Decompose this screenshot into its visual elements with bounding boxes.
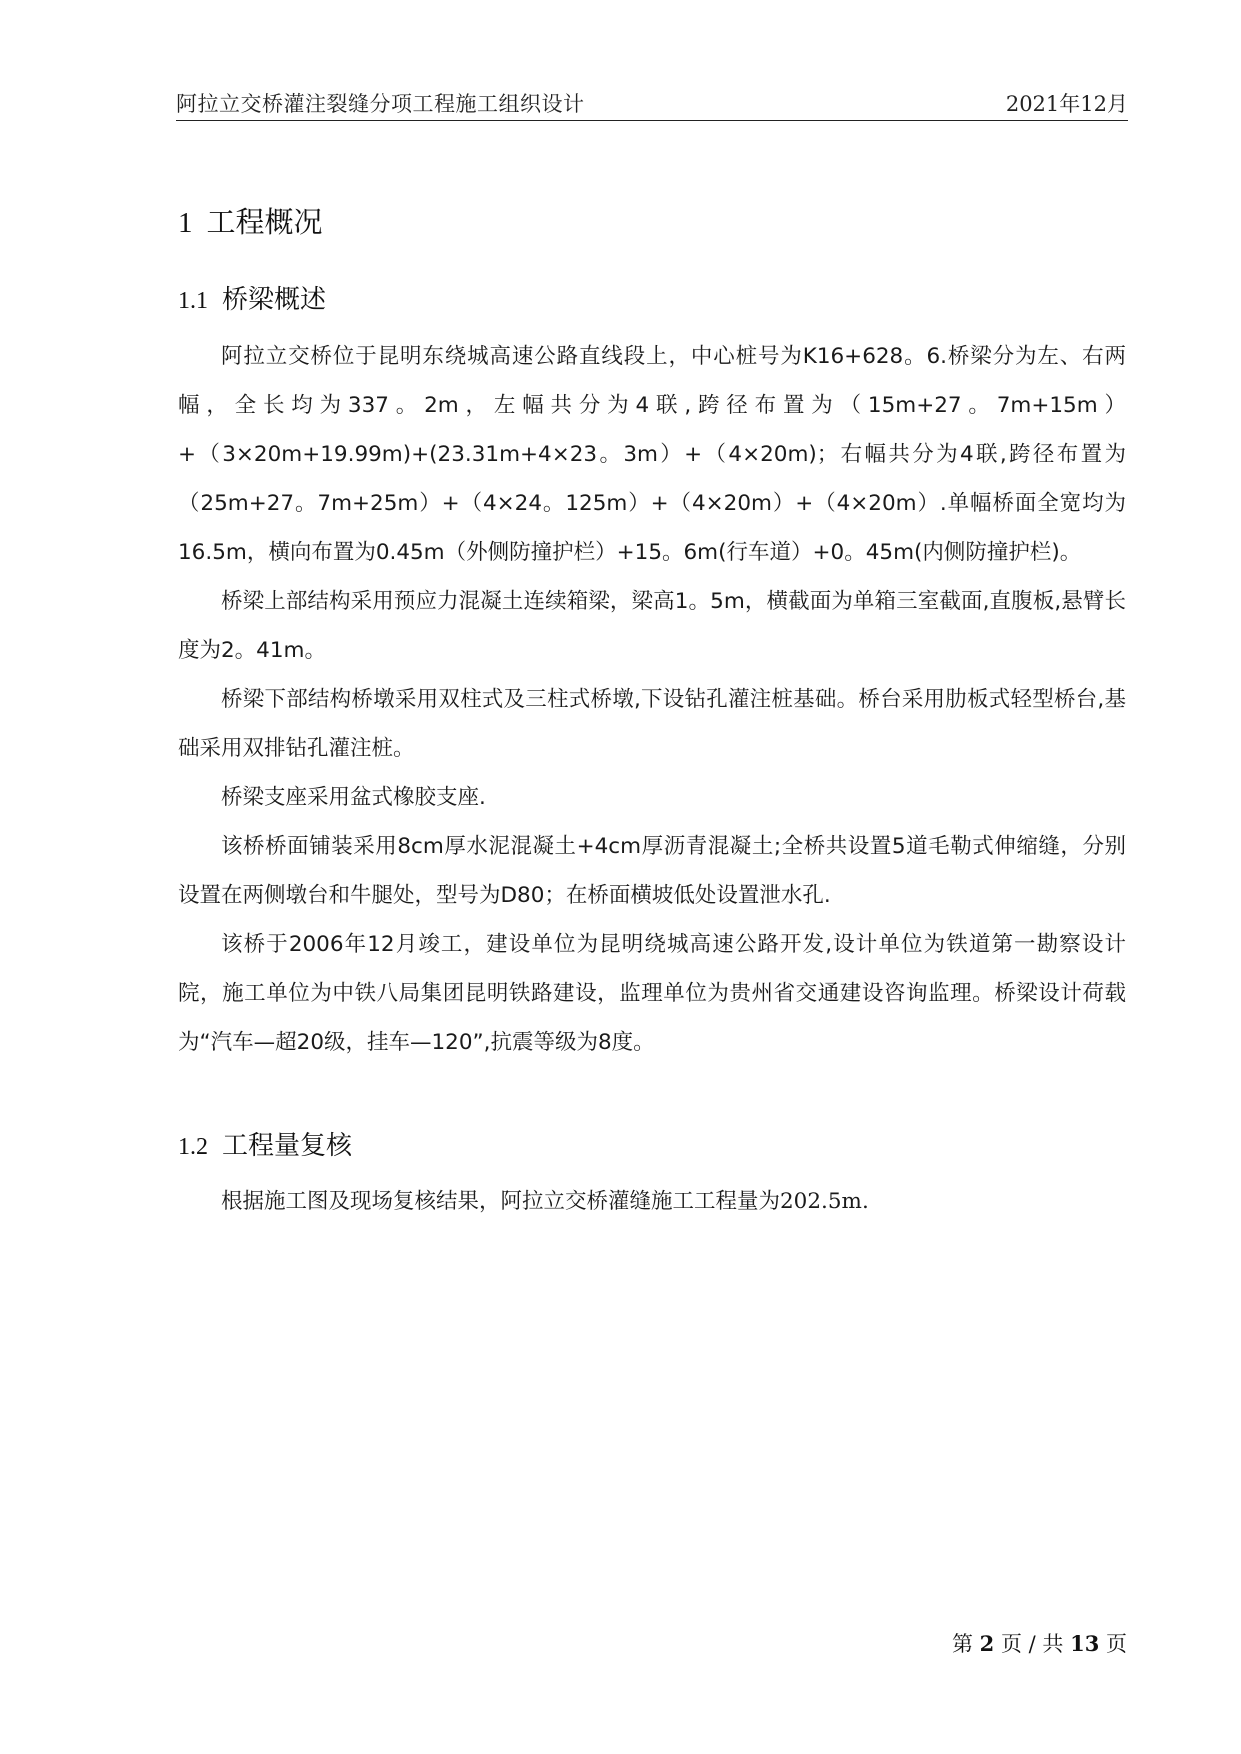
- section-title: 桥梁概述: [222, 285, 327, 315]
- footer-total-pages: 13: [1070, 1631, 1100, 1656]
- section-number: 1: [178, 207, 193, 239]
- section-1-1-body: [178, 332, 1126, 1067]
- section-1-2-heading: [178, 1125, 352, 1162]
- section-title: 工程概况: [206, 205, 323, 239]
- section-number: 1.1: [178, 288, 208, 314]
- paragraph: 桥梁支座采用盆式橡胶支座.: [221, 785, 486, 810]
- header-title: 阿拉立交桥灌注裂缝分项工程施工组织设计: [176, 92, 585, 116]
- footer-prefix: 第: [951, 1632, 973, 1656]
- footer-suffix: 页: [1106, 1632, 1127, 1656]
- section-1-heading: [178, 200, 323, 241]
- section-1-2-body: [178, 1177, 1126, 1226]
- section-number: 1.2: [178, 1134, 208, 1160]
- paragraph: 该桥桥面铺装采用8cm厚水泥混凝土+4cm厚沥青混凝土;全桥共设置5道毛勒式伸缩缝，分别设置在两侧墩台和牛腿处，型号为D80；在桥面横坡低处设置泄水孔.: [178, 834, 1126, 908]
- page-header: [176, 88, 1128, 121]
- page-footer: [952, 1628, 1127, 1658]
- footer-middle: 页 / 共: [1000, 1632, 1064, 1656]
- paragraph: 根据施工图及现场复核结果，阿拉立交桥灌缝施工工程量为202.5m.: [221, 1189, 869, 1214]
- section-1-1-heading: [178, 279, 326, 316]
- header-date: 2021年12月: [1005, 92, 1128, 116]
- paragraph: 桥梁上部结构采用预应力混凝土连续箱梁，梁高1。5m，横截面为单箱三室截面,直腹板,悬臂长度为2。41m。: [178, 589, 1126, 663]
- paragraph: 该桥于2006年12月竣工，建设单位为昆明绕城高速公路开发,设计单位为铁道第一勘察设计院，施工单位为中铁八局集团昆明铁路建设，监理单位为贵州省交通建设咨询监理。桥梁设计荷载为“汽车—超20级，挂车—120”,抗震等级为8度。: [178, 932, 1126, 1055]
- paragraph: 阿拉立交桥位于昆明东绕城高速公路直线段上，中心桩号为K16+628。6.桥梁分为左、右两幅，全长均为337。2m，左幅共分为4联,跨径布置为（15m+27。7m+15m）+（3×20m+19.99m)+(23.31m+4×23。3m）+（4×20m)；右幅共分为4联,跨径布置为（25m+27。7m+25m）+（4×24。125m）+（4×20m）+（4×20m）.单幅桥面全宽均为16.5m，横向布置为0.45m（外侧防撞护栏）+15。6m(行车道）+0。45m(内侧防撞护栏)。: [178, 344, 1126, 565]
- paragraph: 桥梁下部结构桥墩采用双柱式及三柱式桥墩,下设钻孔灌注桩基础。桥台采用肋板式轻型桥台,基础采用双排钻孔灌注桩。: [178, 687, 1126, 761]
- footer-page-number: 2: [979, 1631, 995, 1656]
- section-title: 工程量复核: [222, 1131, 353, 1161]
